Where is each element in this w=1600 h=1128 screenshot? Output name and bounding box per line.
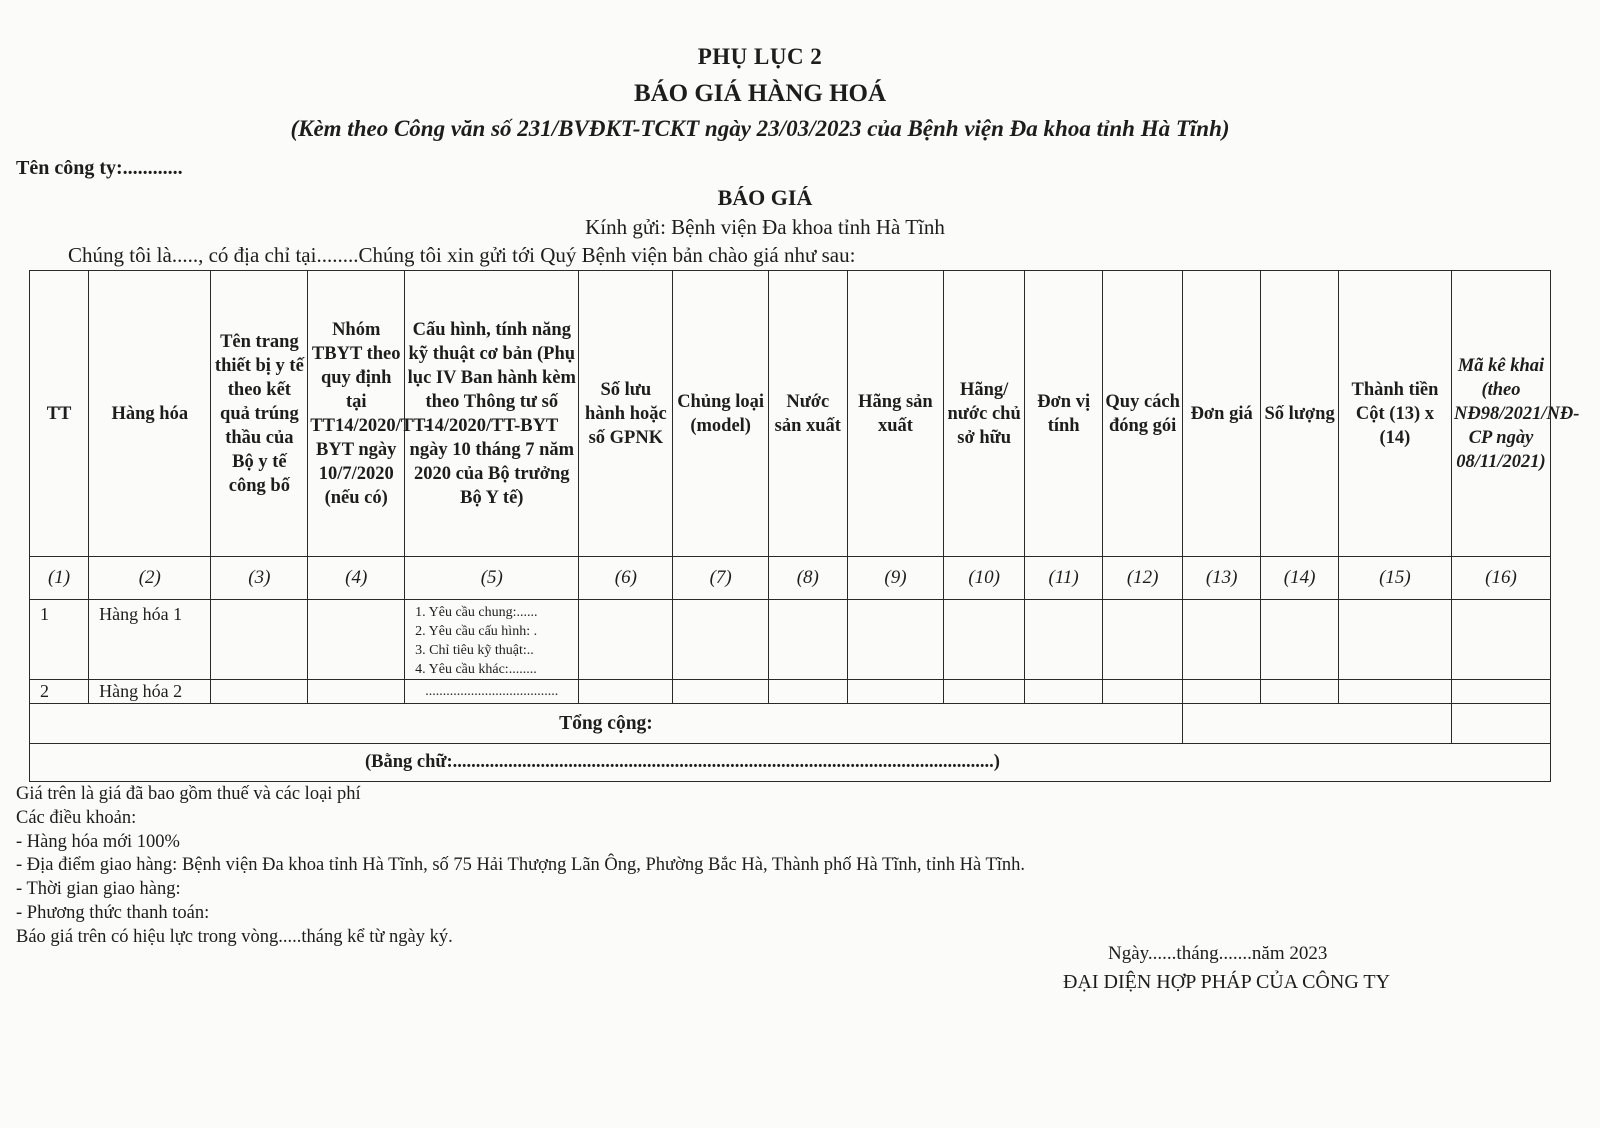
column-header: Mã kê khai (theo NĐ98/2021/NĐ-CP ngày 08/11/2021)	[1452, 271, 1551, 557]
total-label: Tổng cộng:	[30, 704, 1183, 744]
table-cell	[1182, 680, 1260, 704]
item-name: Hàng hóa 2	[89, 680, 211, 704]
table-cell	[579, 680, 673, 704]
table-cell	[1182, 600, 1260, 680]
column-number: (16)	[1452, 557, 1551, 600]
table-cell	[944, 680, 1025, 704]
document-title: BÁO GIÁ HÀNG HOÁ	[633, 80, 887, 107]
row-number: 1	[30, 600, 89, 680]
table-cell	[1338, 680, 1451, 704]
column-number: (12)	[1103, 557, 1183, 600]
amount-in-words-row	[30, 744, 1551, 782]
note-line: Giá trên là giá đã bao gồm thuế và các loại phí	[16, 784, 361, 804]
table-cell	[1261, 680, 1338, 704]
table-cell	[1261, 600, 1338, 680]
note-line: - Địa điểm giao hàng: Bệnh viện Đa khoa tỉnh Hà Tĩnh, số 75 Hải Thượng Lãn Ông, Phường Bắc Hà, Thành phố Hà Tĩnh, tỉnh Hà Tĩnh.	[16, 855, 1026, 876]
signature-title: ĐẠI DIỆN HỢP PHÁP CỦA CÔNG TY	[1063, 971, 1391, 993]
row-number: 2	[30, 680, 89, 704]
table-cell	[1024, 680, 1102, 704]
table-cell	[847, 680, 944, 704]
table-cell	[1452, 680, 1551, 704]
company-name-line: Tên công ty:............	[16, 157, 183, 179]
column-number: (3)	[211, 557, 308, 600]
column-number: (7)	[673, 557, 769, 600]
quote-table	[29, 270, 1580, 782]
column-number: (2)	[89, 557, 211, 600]
amount-in-words: (Bằng chữ:.....................................................................................................................)	[30, 744, 1551, 782]
table-cell	[944, 600, 1025, 680]
note-line: Báo giá trên có hiệu lực trong vòng.....tháng kể từ ngày ký.	[16, 926, 453, 947]
column-number: (9)	[847, 557, 944, 600]
requirement-line: 3. Chỉ tiêu kỹ thuật:..	[415, 643, 534, 658]
column-header: Số lưu hành hoặc số GPNK	[579, 271, 673, 557]
column-number: (5)	[405, 557, 579, 600]
table-cell	[211, 680, 308, 704]
column-header: Thành tiền Cột (13) x (14)	[1338, 271, 1451, 557]
column-header: Hàng hóa	[89, 271, 211, 557]
requirements-cell: ......................................	[405, 680, 579, 704]
column-header: Nước sản xuất	[769, 271, 847, 557]
column-number: (13)	[1182, 557, 1260, 600]
note-line: - Hàng hóa mới 100%	[16, 831, 180, 852]
table-cell	[1024, 600, 1102, 680]
table-cell	[211, 600, 308, 680]
note-line: Các điều khoản:	[16, 807, 137, 828]
terms-notes	[16, 783, 1025, 950]
column-number: (1)	[30, 557, 89, 600]
table-cell	[308, 600, 405, 680]
column-header: Nhóm TBYT theo quy định tại TT14/2020/TT-BYT ngày 10/7/2020 (nếu có)	[308, 271, 405, 557]
column-header: TT	[30, 271, 89, 557]
appendix-heading: PHỤ LỤC 2	[697, 44, 823, 69]
table-cell	[769, 600, 847, 680]
note-line: - Thời gian giao hàng:	[16, 879, 181, 900]
table-cell	[673, 680, 769, 704]
table-cell	[769, 680, 847, 704]
total-row	[30, 704, 1551, 744]
table-cell	[847, 600, 944, 680]
table-cell	[673, 600, 769, 680]
column-header: Số lượng	[1261, 271, 1338, 557]
column-number: (4)	[308, 557, 405, 600]
table-cell	[1103, 680, 1183, 704]
column-number: (11)	[1024, 557, 1102, 600]
table-row	[30, 600, 1551, 680]
document-subtitle: (Kèm theo Công văn số 231/BVĐKT-TCKT ngày 23/03/2023 của Bệnh viện Đa khoa tỉnh Hà Tĩnh)	[290, 116, 1230, 141]
column-number: (15)	[1338, 557, 1451, 600]
column-header: Quy cách đóng gói	[1103, 271, 1183, 557]
note-line: - Phương thức thanh toán:	[16, 902, 210, 923]
column-header: Hãng/ nước chủ sở hữu	[944, 271, 1025, 557]
recipient-line: Kính gửi: Bệnh viện Đa khoa tỉnh Hà Tĩnh	[585, 215, 945, 239]
column-header: Tên trang thiết bị y tế theo kết quả trúng thầu của Bộ y tế công bố	[211, 271, 308, 557]
quote-title: BÁO GIÁ	[717, 185, 813, 210]
column-header: Hãng sản xuất	[847, 271, 944, 557]
total-amount-cell	[1182, 704, 1451, 744]
table-header-row	[30, 271, 1551, 557]
requirement-line: 1. Yêu cầu chung:......	[415, 605, 538, 620]
table-cell	[1103, 600, 1183, 680]
column-number: (10)	[944, 557, 1025, 600]
column-number: (14)	[1261, 557, 1338, 600]
column-number-row	[30, 557, 1551, 600]
table-cell	[579, 600, 673, 680]
column-header: Đơn vị tính	[1024, 271, 1102, 557]
requirements-cell	[405, 600, 579, 680]
requirement-line: 4. Yêu cầu khác:........	[415, 662, 537, 677]
signature-date: Ngày......tháng.......năm 2023	[1108, 943, 1328, 964]
table-cell	[308, 680, 405, 704]
column-header: Cấu hình, tính năng kỹ thuật cơ bản (Phụ lục IV Ban hành kèm theo Thông tư số 14/2020/TT-BYT ngày 10 tháng 7 năm 2020 của Bộ trưởng Bộ Y tế)	[405, 271, 579, 557]
column-header: Đơn giá	[1182, 271, 1260, 557]
table-row	[30, 680, 1551, 704]
table-cell	[1338, 600, 1451, 680]
column-number: (6)	[579, 557, 673, 600]
intro-line: Chúng tôi là....., có địa chỉ tại........Chúng tôi xin gửi tới Quý Bệnh viện bản chào giá như sau:	[68, 243, 856, 267]
item-name: Hàng hóa 1	[89, 600, 211, 680]
column-header: Chủng loại (model)	[673, 271, 769, 557]
table-cell	[1452, 704, 1551, 744]
requirement-line: 2. Yêu cầu cấu hình: .	[415, 624, 538, 639]
table-cell	[1452, 600, 1551, 680]
column-number: (8)	[769, 557, 847, 600]
